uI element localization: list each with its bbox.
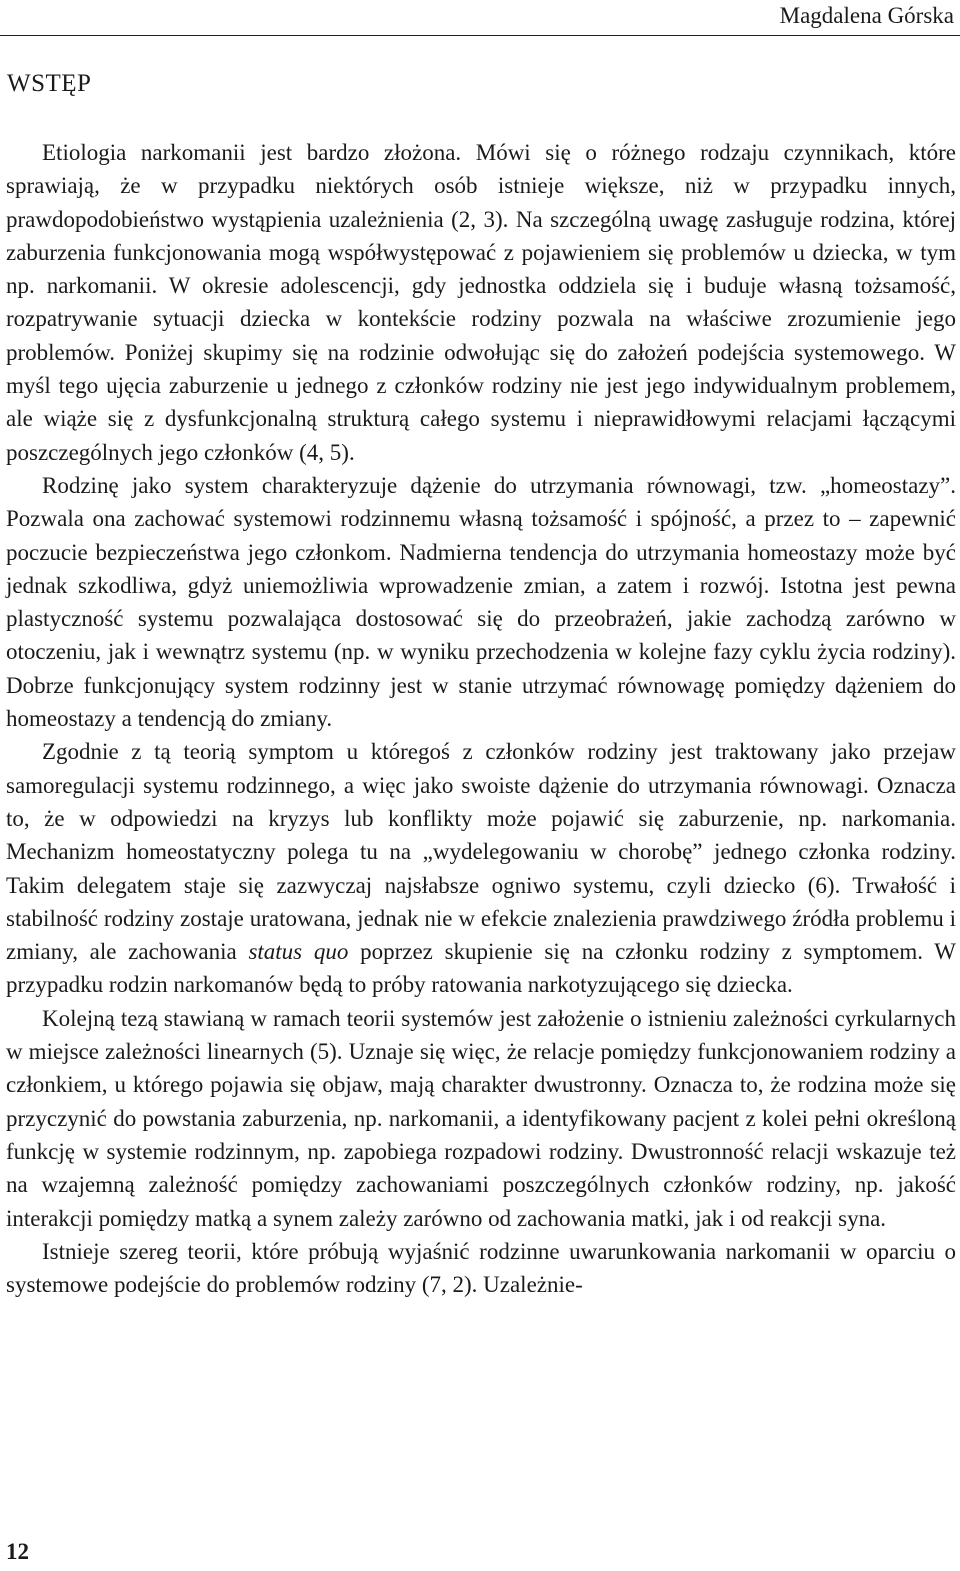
paragraph-1: Etiologia narkomanii jest bardzo złożona. Mówi się o różnego rodzaju czynnikach, które sprawiają, że w przypadku niektórych osób istnieje większe, niż w przypadku innych, prawdopodobieństwo wystąpienia uzależnienia (2, 3). Na szczególną uwagę zasługuje rodzina, której zaburzenia funkcjonowania mogą współwystępować z pojawieniem się problemów u dziecka, w tym np. narkomanii. W okresie adolescencji, gdy jednostka oddziela się i buduje własną tożsamość, rozpatrywanie sytuacji dziecka w kontekście rodziny pozwala na właściwe zrozumienie jego problemów. Poniżej skupimy się na rodzinie odwołując się do założeń podejścia systemowego. W myśl tego ujęcia zaburzenie u jednego z członków rodziny nie jest jego indywidualnym problemem, ale wiąże się z dysfunkcjonalną strukturą całego systemu i nieprawidłowymi relacjami łączącymi poszczególnych jego członków (4, 5). [6,140,956,465]
paragraph-4: Kolejną tezą stawianą w ramach teorii systemów jest założenie o istnieniu zależności cyrkularnych w miejsce zależności linearnych (5). Uznaje się więc, że relacje pomiędzy funkcjonowaniem rodziny a członkiem, u którego pojawia się objaw, mają charakter dwustronny. Oznacza to, że rodzina może się przyczynić do powstania zaburzenia, np. narkomanii, a identyfikowany pacjent z kolei pełni określoną funkcję w systemie rodzinnym, np. zapobiega rozpadowi rodziny. Dwustronność relacji wskazuje też na wzajemną zależność pomiędzy zachowaniami poszczególnych członków rodziny, np. jakość interakcji pomiędzy matką a synem zależy zarówno od zachowania matki, jak i od reakcji syna. [6,1005,956,1231]
body-text [6,136,956,1301]
header-rule [0,35,960,36]
paragraph-3-text-after: poprzez skupienie się na członku rodziny z symptomem. W przypadku rodzin narkomanów będą to próby ratowania narkotyzującego się dziecka. [6,939,957,998]
paragraph-2: Rodzinę jako system charakteryzuje dążenie do utrzymania równowagi, tzw. „homeostazy”. Pozwala ona zachować systemowi rodzinnemu własną tożsamość i spójność, a przez to – zapewnić poczucie bezpieczeństwa jego członkom. Nadmierna tendencja do utrzymania homeostazy może być jednak szkodliwa, gdyż uniemożliwia wprowadzenie zmian, a zatem i rozwój. Istotna jest pewna plastyczność systemu pozwalająca dostosować się do przeobrażeń, jakie zachodzą zarówno w otoczeniu, jak i wewnątrz systemu (np. w wyniku przechodzenia w kolejne fazy cyklu życia rodziny). Dobrze funkcjonujący system rodzinny jest w stanie utrzymać równowagę pomiędzy dążeniem do homeostazy a tendencją do zmiany. [6,472,956,732]
section-title: WSTĘP [7,70,92,97]
paragraph-5: Istnieje szereg teorii, które próbują wyjaśnić rodzinne uwarunkowania narkomanii w oparciu o systemowe podejście do problemów rodziny (7, 2). Uzależnie- [6,1238,956,1298]
running-header-author: Magdalena Górska [779,3,954,28]
latin-term-status-quo: status quo [248,939,349,965]
page-number: 12 [6,1539,29,1564]
paragraph-3 [6,735,956,1001]
paragraph-3-text-before: Zgodnie z tą teorią symptom u któregoś z członków rodziny jest traktowany jako przejaw samoregulacji systemu rodzinnego, a więc jako swoiste dążenie do utrzymania równowagi. Oznacza to, że w odpowiedzi na kryzys lub konflikty może pojawić się zaburzenie, np. narkomania. Mechanizm homeostatyczny polega tu na „wydelegowaniu w chorobę” jednego członka rodziny. Takim delegatem staje się zazwyczaj najsłabsze ogniwo systemu, czyli dziecko (6). Trwałość i stabilność rodziny zostaje uratowana, jednak nie w efekcie znalezienia prawdziwego źródła problemu i zmiany, ale zachowania [6,739,956,965]
